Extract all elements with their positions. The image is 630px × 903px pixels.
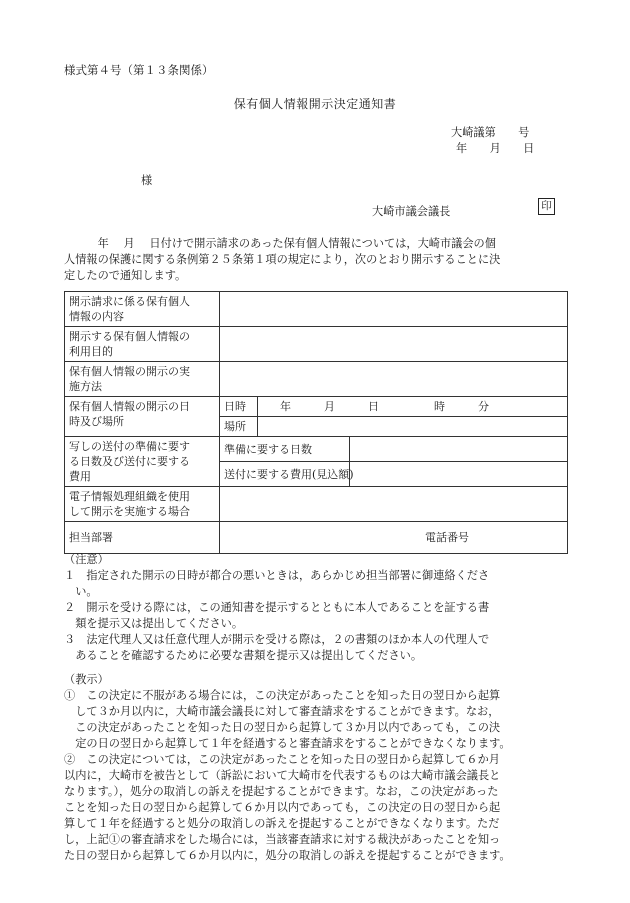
table-row — [65, 437, 568, 462]
teaching-line: 定の日の翌日から起算して１年を経過すると審査請求をすることができなくなります。 — [64, 737, 511, 750]
intro-line: 人情報の保護に関する条例第２５条第１項の規定により，次のとおり開示することに決 — [64, 253, 501, 266]
intro-paragraph — [64, 236, 580, 284]
teaching-section — [64, 672, 511, 864]
row-label-datetime-place: 保有個人情報の開示の日 時及び場所 — [65, 397, 220, 437]
shipping-fee-label: 送付に要する費用(見込額) — [220, 462, 350, 487]
teaching-line: 算して１年を経過すると処分の取消しの訴えを提起することができなくなります。ただ — [64, 817, 500, 830]
document-title: 保有個人情報開示決定通知書 — [233, 97, 397, 111]
note-line: ２ 開示を受ける際には，この通知書を提示するとともに本人であることを証する書 — [64, 601, 490, 614]
intro-line: 定したので通知します。 — [64, 269, 187, 282]
table-row — [65, 487, 568, 522]
place-field[interactable] — [258, 417, 568, 437]
row-label-content: 開示請求に係る保有個人 情報の内容 — [65, 292, 220, 327]
disclosure-form-table — [64, 291, 568, 554]
prep-days-label: 準備に要する日数 — [220, 437, 350, 462]
form-number: 様式第４号（第１３条関係） — [64, 63, 214, 77]
notes-heading: （注意） — [64, 553, 109, 566]
teaching-line: 以内に，大崎市を被告として（訴訟において大崎市を代表するものは大崎市議会議長と — [64, 769, 501, 782]
teaching-line: ことを知った日の翌日から起算して６か月以内であっても，この決定の日の翌日から起 — [64, 801, 501, 814]
electronic-field[interactable] — [220, 487, 568, 522]
teaching-line: この決定があったことを知った日の翌日から起算して３か月以内であっても，この決 — [64, 721, 501, 734]
datetime-field[interactable]: 年 月 日 時 分 — [258, 397, 568, 417]
note-line: ３ 法定代理人又は任意代理人が開示を受ける際は，２の書類のほか本人の代理人で — [64, 633, 490, 646]
row-label-electronic: 電子情報処理組織を使用 して開示を実施する場合 — [65, 487, 220, 522]
document-number: 大崎議第 号 — [451, 126, 530, 139]
row-label-method: 保有個人情報の開示の実 施方法 — [65, 362, 220, 397]
note-line: い。 — [64, 585, 98, 598]
issuer-name: 大崎市議会議長 — [372, 205, 451, 218]
seal-mark: 印 — [538, 198, 555, 215]
datetime-label: 日時 — [220, 397, 258, 417]
method-field[interactable] — [220, 362, 568, 397]
content-field[interactable] — [220, 292, 568, 327]
dept-label: 担当部署 — [65, 522, 220, 554]
table-row — [65, 522, 568, 554]
document-date: 年 月 日 — [456, 142, 535, 155]
teaching-heading: （教示） — [64, 673, 109, 686]
table-row — [65, 292, 568, 327]
row-label-copy-delivery: 写しの送付の準備に要す る日数及び送付に要する 費用 — [65, 437, 220, 487]
notes-section — [64, 552, 489, 664]
purpose-field[interactable] — [220, 327, 568, 362]
teaching-line: ① この決定に不服がある場合には，この決定があったことを知った日の翌日から起算 — [64, 689, 501, 702]
addressee-suffix: 様 — [141, 174, 153, 187]
prep-days-field[interactable] — [350, 437, 568, 462]
dept-phone-field[interactable] — [220, 522, 568, 554]
teaching-line: ② この決定については，この決定があったことを知った日の翌日から起算して６か月 — [64, 753, 500, 766]
table-row — [65, 327, 568, 362]
note-line: あることを確認するために必要な書類を提示又は提出してください。 — [64, 649, 423, 662]
shipping-fee-field[interactable] — [350, 462, 568, 487]
teaching-line: なります。），処分の取消しの訴えを提起することができます。なお，この決定があった — [64, 785, 499, 798]
table-row — [65, 397, 568, 417]
table-row — [65, 362, 568, 397]
note-line: １ 指定された開示の日時が都合の悪いときは，あらかじめ担当部署に御連絡くださ — [64, 569, 490, 582]
note-line: 類を提示又は提出してください。 — [64, 617, 244, 630]
place-label: 場所 — [220, 417, 258, 437]
teaching-line: して３か月以内に，大崎市議会議長に対して審査請求をすることができます。なお， — [64, 705, 500, 718]
row-label-purpose: 開示する保有個人情報の 利用目的 — [65, 327, 220, 362]
teaching-line: し，上記①の審査請求をした場合には，当該審査請求に対する裁決があったことを知っ — [64, 833, 501, 846]
intro-line: 年 月 日付けで開示請求のあった保有個人情報については，大崎市議会の個 — [64, 237, 496, 250]
teaching-line: た日の翌日から起算して６か月以内に，処分の取消しの訴えを提起することができます。 — [64, 849, 511, 862]
phone-label: 電話番号 — [425, 531, 469, 544]
